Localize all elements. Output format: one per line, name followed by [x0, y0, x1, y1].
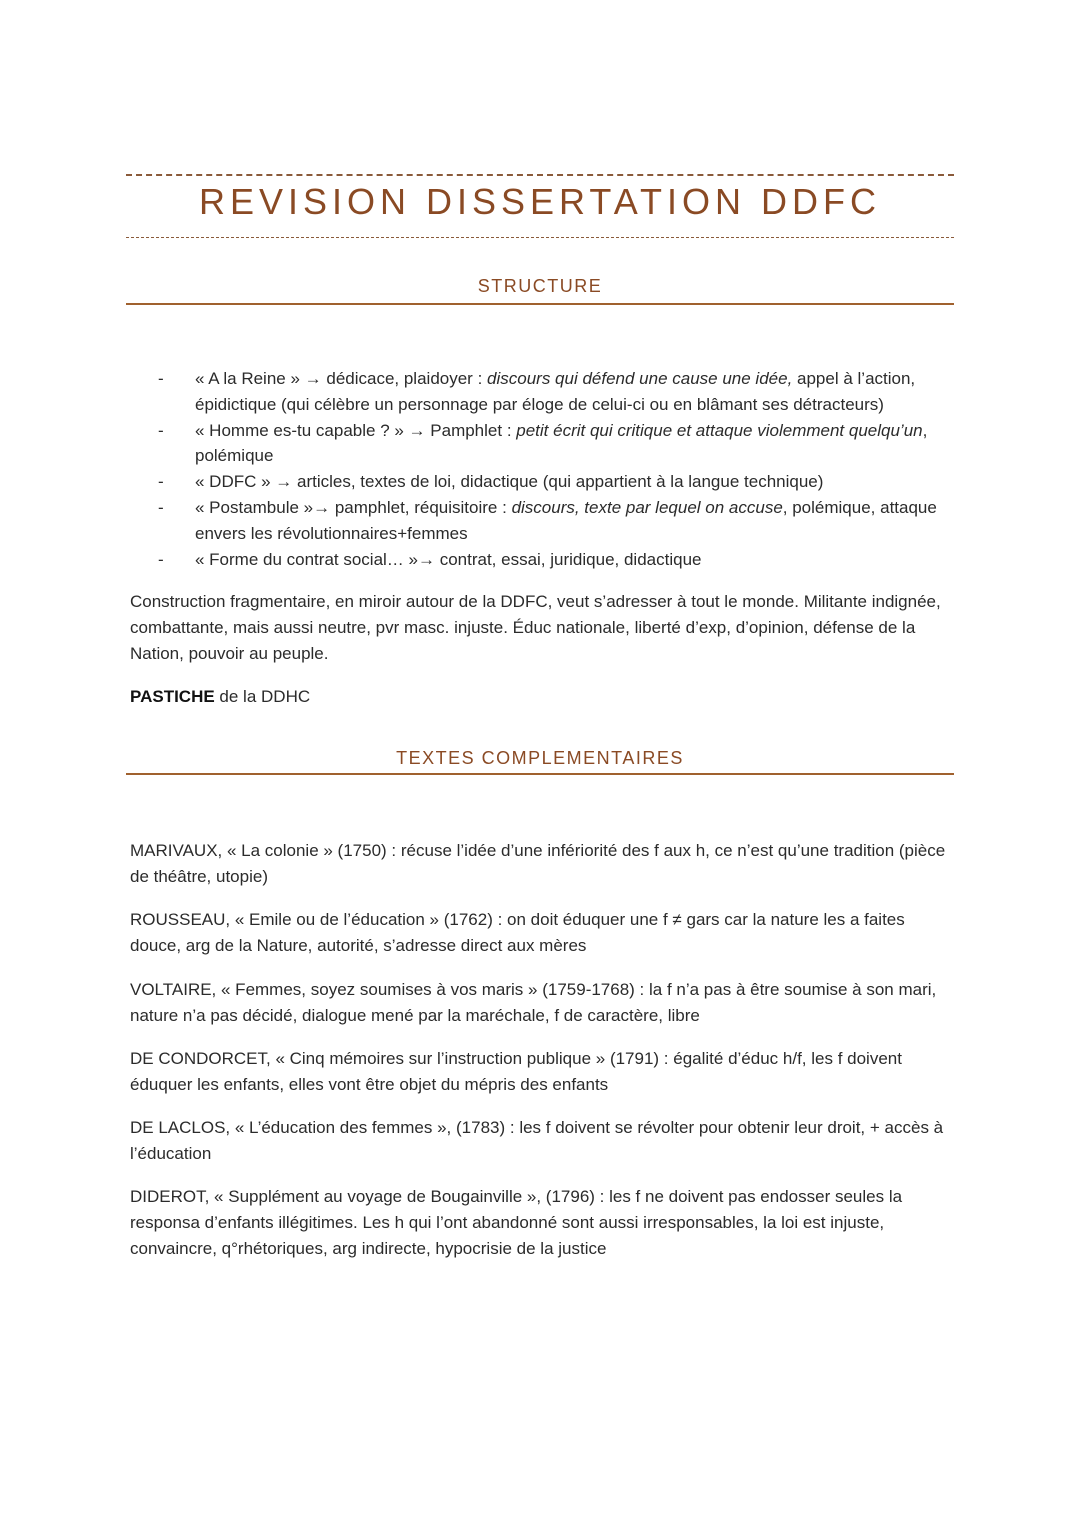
item-definition: petit écrit qui critique et attaque violemment quelqu’un	[516, 420, 923, 440]
bullet-dash: -	[158, 369, 164, 388]
structure-paragraph: Construction fragmentaire, en miroir autour de la DDFC, veut s’adresser à tout le monde. Militante indignée, combattante, mais aussi neutre, pvr masc. injuste. Éduc nationale, liberté d’exp, d’opinion, défense de la Nation, pouvoir au peuple.	[130, 592, 941, 663]
item-text-rest: appel à l’action, épidictique (qui célèbre un personnage par éloge de celui-ci ou en blâmant ses détracteurs)	[195, 369, 916, 414]
list-item	[130, 366, 960, 418]
section-rule	[126, 773, 954, 775]
section-rule	[126, 303, 954, 305]
text-entry-diderot: DIDEROT, « Supplément au voyage de Bougainville », (1796) : les f ne doivent pas endosser seules la responsa d’enfants illégitimes. Les h qui l’ont abandonné sont aussi irresponsables, la loi est injuste, convaincre, q°rhétoriques, arg indirecte, hypocrisie de la justice	[130, 1187, 903, 1258]
pastiche-line	[130, 684, 960, 710]
pastiche-keyword: PASTICHE	[130, 687, 215, 706]
item-text: « Forme du contrat social… »→ contrat, essai, juridique, didactique	[195, 549, 702, 569]
item-definition: discours, texte par lequel on accuse	[511, 497, 783, 517]
list-item	[130, 495, 960, 547]
structure-list	[130, 366, 960, 572]
item-text: « DDFC » → articles, textes de loi, didactique (qui appartient à la langue technique)	[195, 472, 824, 492]
bullet-dash: -	[158, 420, 164, 440]
item-text: « Homme es-tu capable ? » → Pamphlet :	[195, 420, 517, 440]
text-entry-condorcet: DE CONDORCET, « Cinq mémoires sur l’instruction publique » (1791) : égalité d’éduc h/f, les f doivent éduquer les enfants, elles vont être objet du mépris des enfants	[130, 1049, 902, 1094]
text-entry-laclos: DE LACLOS, « L’éducation des femmes », (1783) : les f doivent se révolter pour obtenir leur droit, + accès à l’éducation	[130, 1118, 944, 1163]
text-entry-marivaux: MARIVAUX, « La colonie » (1750) : récuse l’idée d’une infériorité des f aux h, ce n’est qu’une tradition (pièce de théâtre, utopie)	[130, 841, 946, 886]
bullet-dash: -	[158, 549, 164, 569]
pastiche-rest: de la DDHC	[214, 687, 311, 706]
title-top-border	[126, 174, 954, 176]
section-heading-structure: STRUCTURE	[477, 276, 603, 296]
list-item	[130, 418, 960, 470]
title-bottom-border	[126, 237, 954, 238]
section-heading-textes: TEXTES COMPLEMENTAIRES	[396, 748, 684, 768]
item-definition: discours qui défend une cause une idée,	[487, 369, 793, 388]
text-entry-voltaire: VOLTAIRE, « Femmes, soyez soumises à vos maris » (1759-1768) : la f n’a pas à être soumise à son mari, nature n’a pas décidé, dialogue mené par la maréchale, f de caractère, libre	[130, 980, 937, 1025]
item-text: « Postambule »→ pamphlet, réquisitoire :	[195, 497, 512, 517]
bullet-dash: -	[158, 472, 164, 492]
text-entry-rousseau: ROUSSEAU, « Emile ou de l’éducation » (1762) : on doit éduquer une f ≠ gars car la nature les a faites douce, arg de la Nature, autorité, s’adresse direct aux mères	[130, 910, 905, 955]
bullet-dash: -	[158, 497, 164, 517]
item-text-rest: , polémique	[195, 420, 928, 466]
list-item	[130, 547, 960, 573]
item-text-rest: , polémique, attaque envers les révolutionnaires+femmes	[195, 497, 937, 543]
document-title: REVISION DISSERTATION DDFC	[198, 181, 882, 222]
item-text: « A la Reine » → dédicace, plaidoyer :	[195, 369, 488, 388]
list-item	[130, 469, 960, 495]
